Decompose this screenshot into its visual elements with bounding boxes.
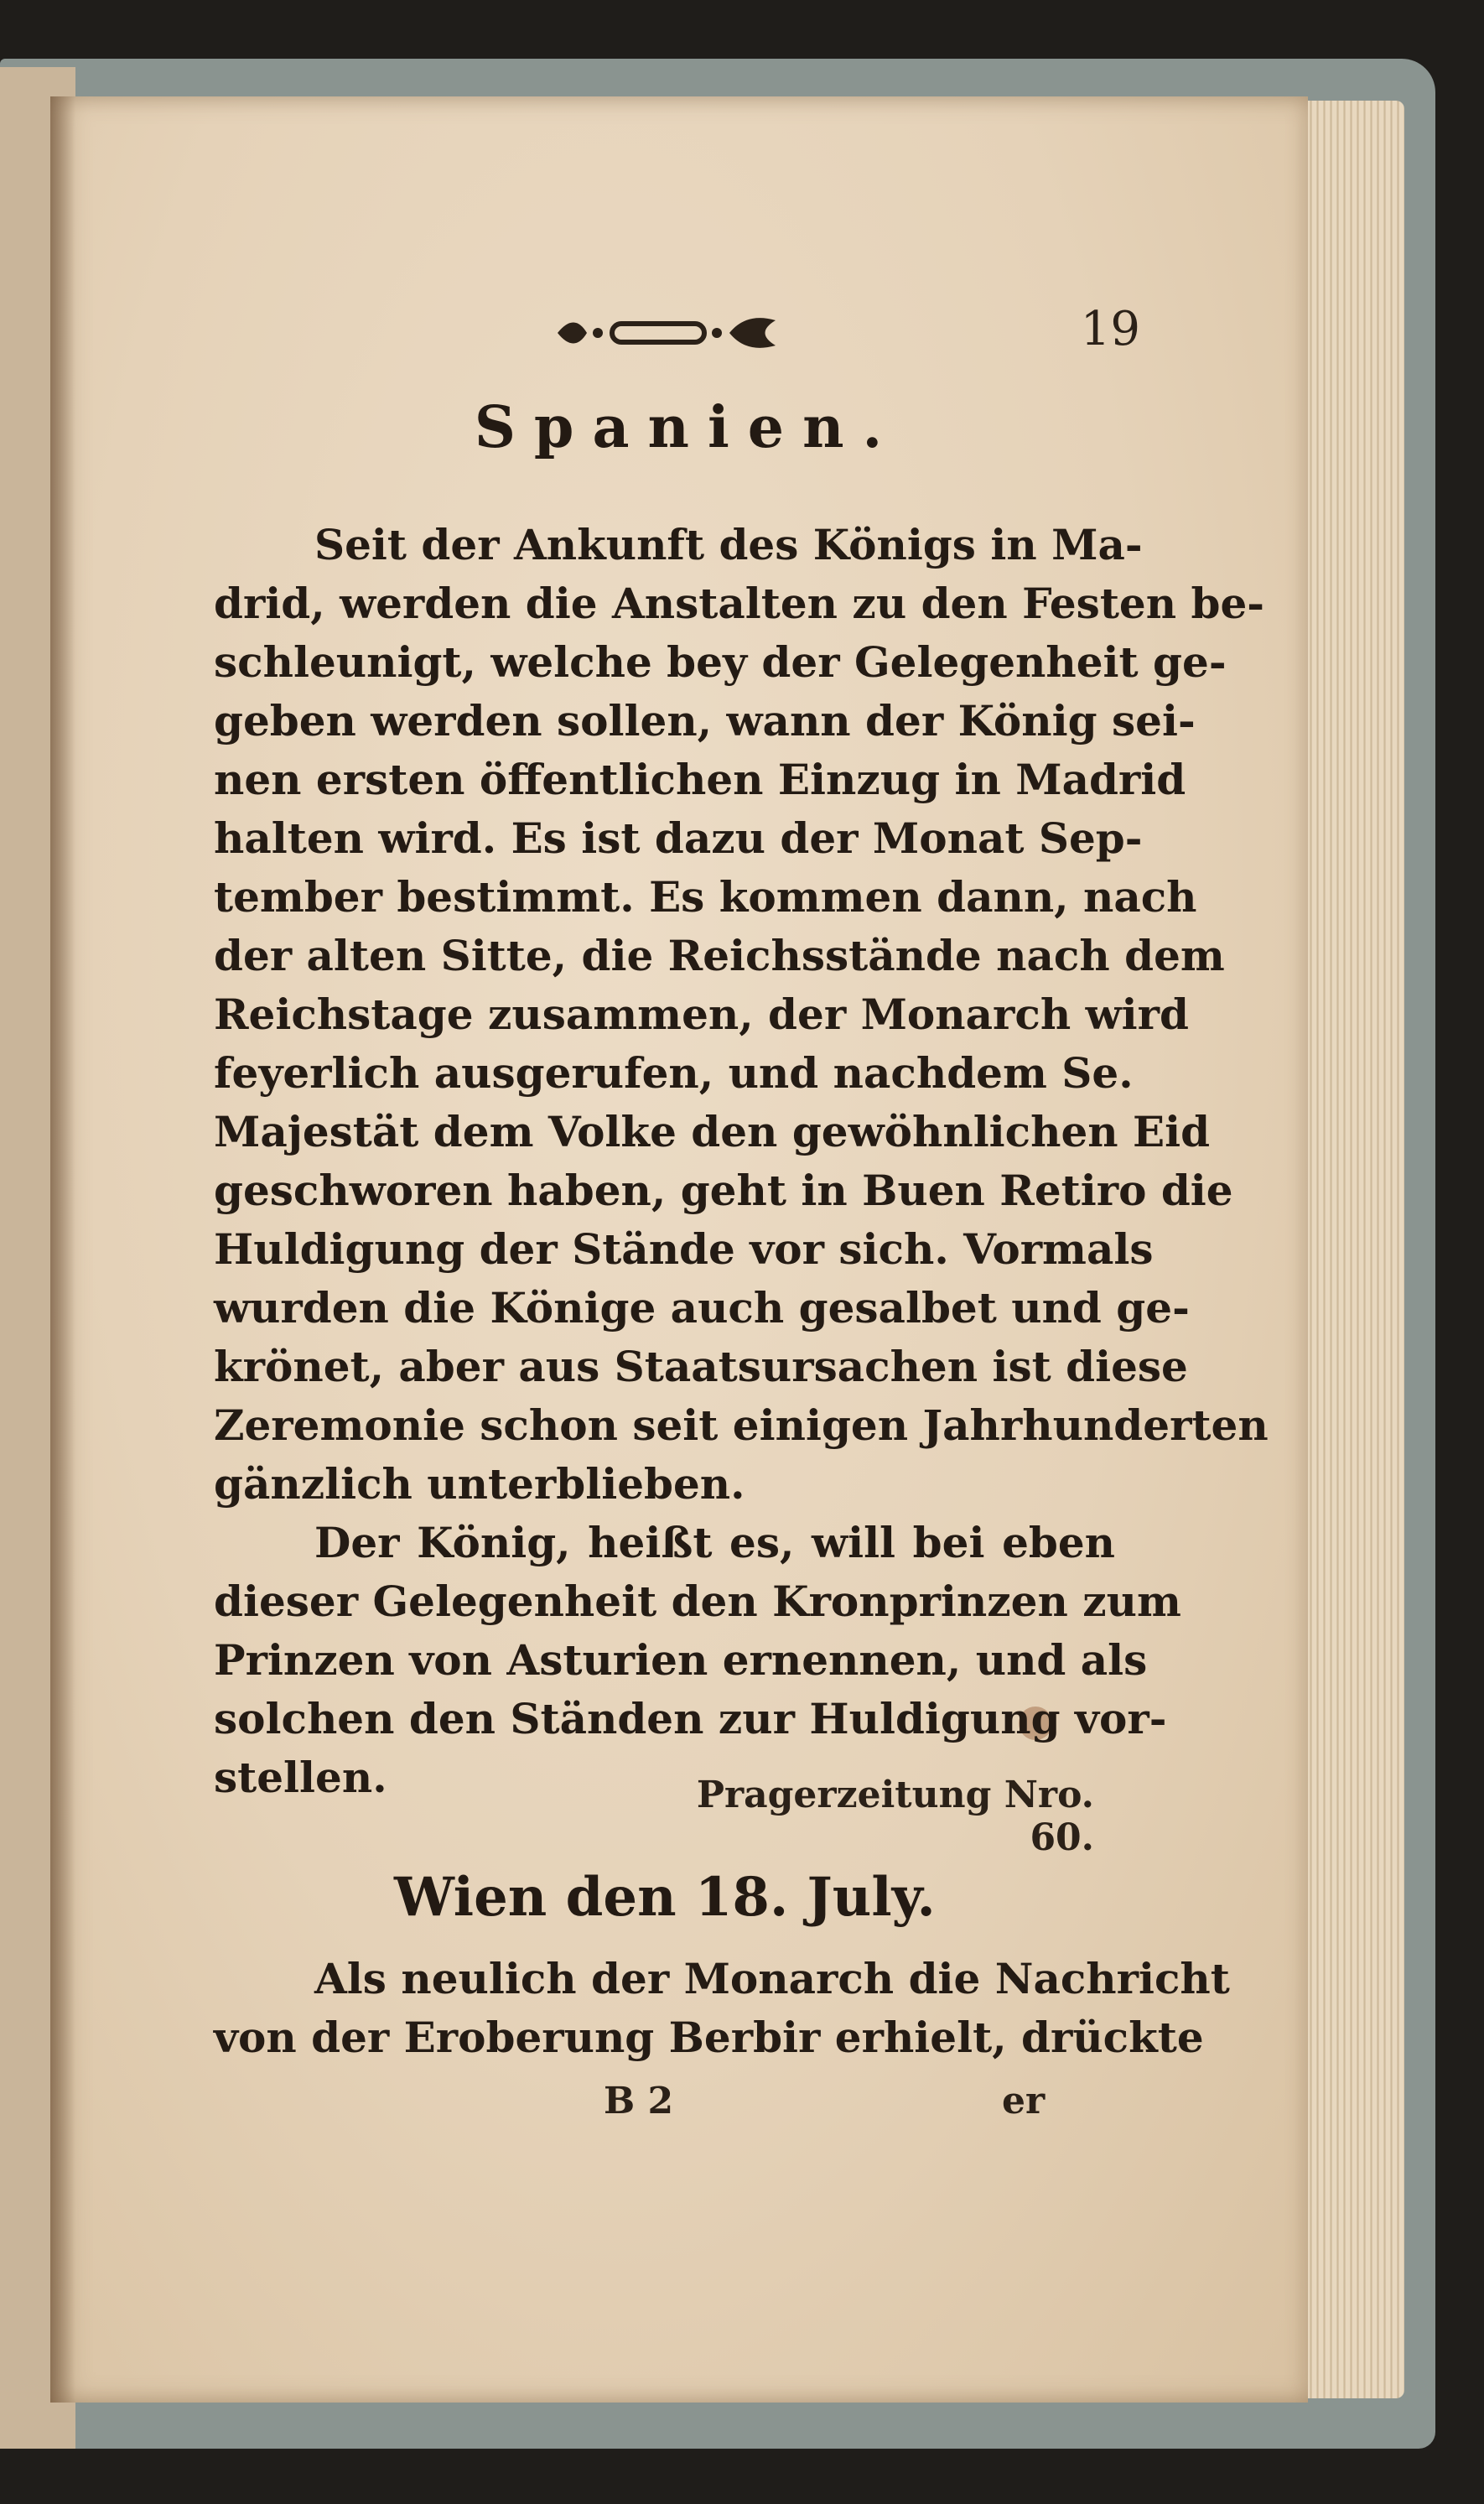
text-line: wurden die Könige auch gesalbet und ge- [214, 1283, 1190, 1333]
text-line: drid, werden die Anstalten zu den Festen be- [214, 579, 1265, 628]
signature-mark: B 2 [604, 2080, 674, 2122]
text-line: Huldigung der Stände vor sich. Vormals [214, 1224, 1154, 1274]
section-heading: Spanien. [474, 394, 901, 461]
text-line: der alten Sitte, die Reichsstände nach dem [214, 931, 1225, 980]
article-body-2 [214, 1950, 1230, 2067]
text-line: von der Eroberung Berbir erhielt, drückte [214, 2013, 1204, 2062]
text-line: Prinzen von Asturien ernennen, und als [214, 1635, 1148, 1685]
text-line: nen ersten öffentlichen Einzug in Madrid [214, 755, 1186, 804]
text-line: tember bestimmt. Es kommen dann, nach [214, 872, 1197, 922]
text-line: krönet, aber aus Staatsursachen ist diese [214, 1342, 1188, 1391]
article-body [214, 516, 1269, 1807]
catchword: er [1002, 2080, 1046, 2122]
text-line: halten wird. Es ist dazu der Monat Sep- [214, 813, 1143, 863]
text-line: geschworen haben, geht in Buen Retiro die [214, 1166, 1233, 1215]
dateline-heading: Wien den 18. July. [394, 1866, 936, 1929]
source-citation: Pragerzeitung Nro. 60. [696, 1774, 1094, 1859]
ornament-icon [549, 304, 784, 362]
gutter-shadow [50, 96, 75, 2403]
text-line: geben werden sollen, wann der König sei- [214, 696, 1196, 745]
text-line: Seit der Ankunft des Königs in Ma- [314, 520, 1143, 569]
text-line: gänzlich unterblieben. [214, 1459, 745, 1509]
text-line: stellen. [214, 1753, 387, 1802]
text-line: Zeremonie schon seit einigen Jahrhunderten [214, 1400, 1269, 1450]
text-line: dieser Gelegenheit den Kronprinzen zum [214, 1577, 1181, 1626]
text-line: Majestät dem Volke den gewöhnlichen Eid [214, 1107, 1211, 1156]
text-line: solchen den Ständen zur Huldigung vor- [214, 1694, 1167, 1743]
text-line: Reichstage zusammen, der Monarch wird [214, 990, 1189, 1039]
text-line: Als neulich der Monarch die Nachricht [314, 1954, 1230, 2003]
page-number: 19 [1080, 302, 1140, 356]
text-line: Der König, heißt es, will bei eben [314, 1518, 1115, 1567]
text-line: feyerlich ausgerufen, und nachdem Se. [214, 1048, 1134, 1098]
text-line: schleunigt, welche bey der Gelegenheit ge- [214, 637, 1227, 687]
